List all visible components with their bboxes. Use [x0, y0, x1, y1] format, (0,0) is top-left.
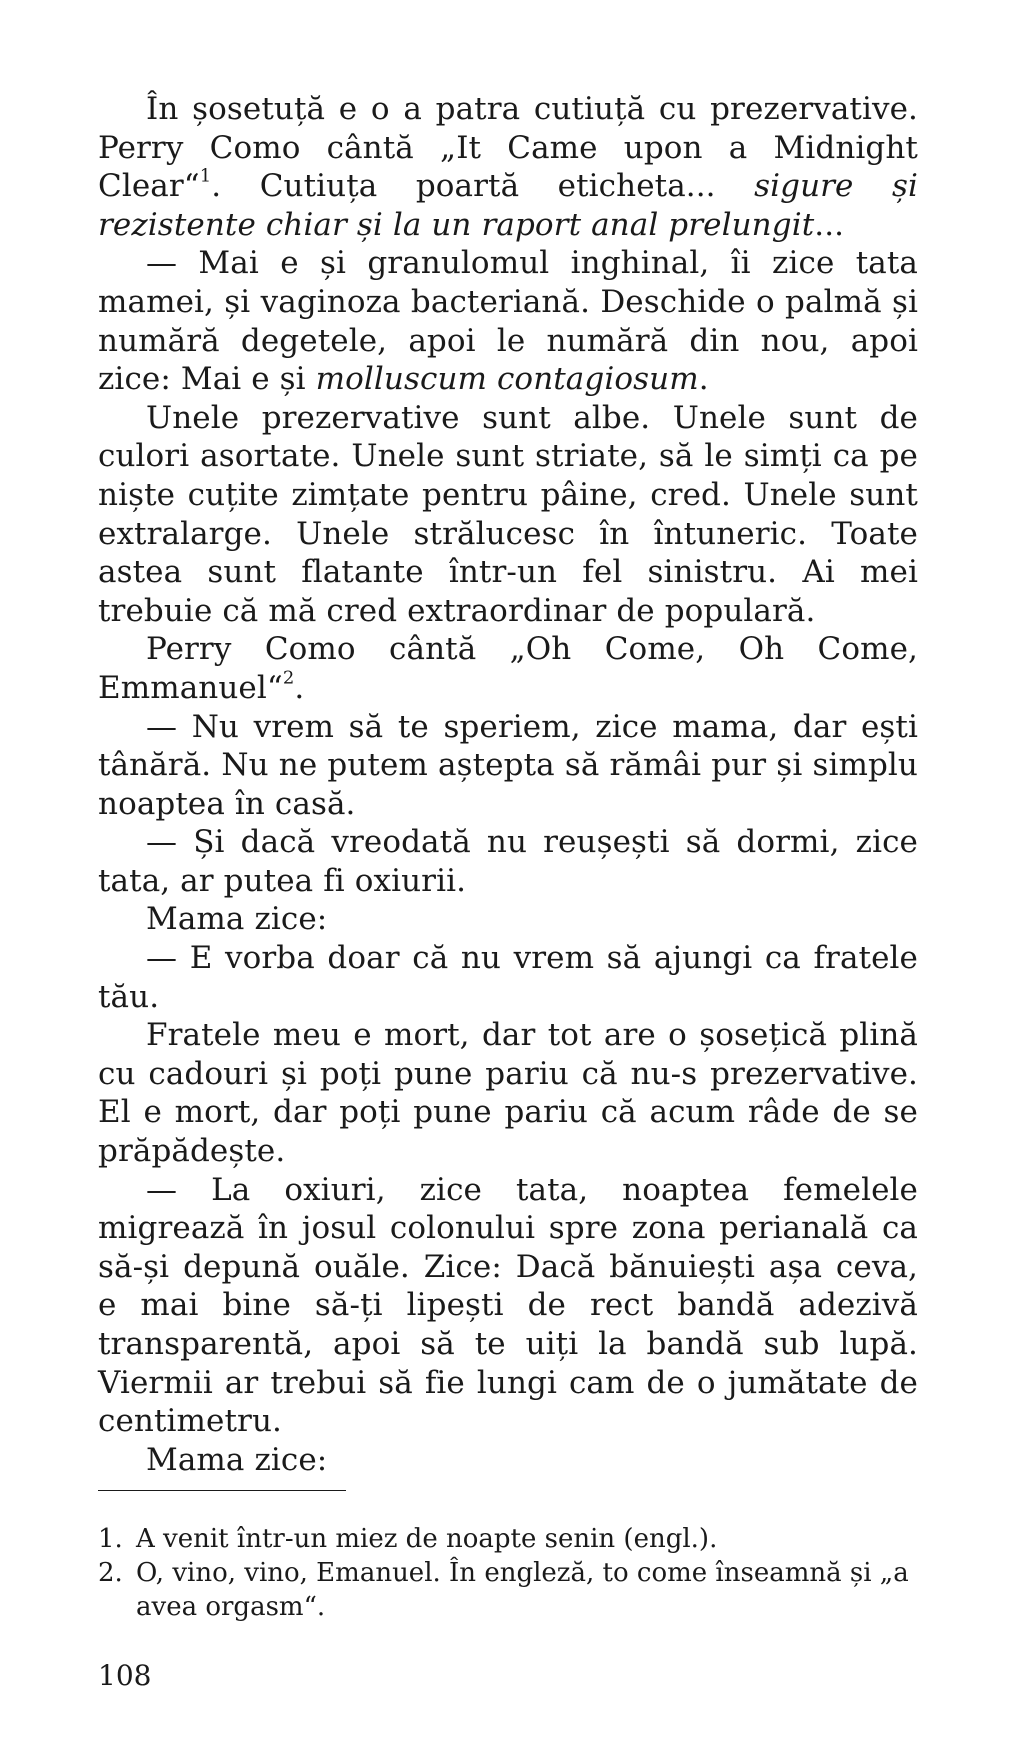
footnotes	[98, 1522, 918, 1624]
footnote-text: O, vino, vino, Emanuel. În engleză, to come înseamnă și „a avea orgasm“.	[136, 1558, 909, 1622]
text-run: ...	[814, 206, 845, 243]
footnote-reference: 2	[282, 667, 295, 689]
text-run: În șosetuță e o a patra cutiuță cu prezervative. Perry Como cântă „It Came upon a Midnight Clear“	[98, 91, 918, 205]
text-run: — Nu vrem să te speriem, zice mama, dar ești tânără. Nu ne putem aștepta să rămâi pur și simplu noaptea în casă.	[98, 708, 918, 822]
paragraph	[98, 90, 918, 244]
text-run: — Mai e și granulomul inghinal, îi zice tata mamei, și vaginoza bacteriană. Deschide o palmă și numără degetele, apoi le numără din nou, apoi zice: Mai e și	[98, 245, 918, 398]
page-number: 108	[98, 1659, 152, 1692]
footnote-number: 2.	[98, 1558, 123, 1588]
text-run: Unele prezervative sunt albe. Unele sunt de culori asortate. Unele sunt striate, să le simți ca pe niște cuțite zimțate pentru pâine, cred. Unele sunt extralarge. Unele strălucesc în întuneric. Toate astea sunt flatante într-un fel sinistru. Ai mei trebuie că mă cred extraordinar de populară.	[98, 399, 918, 629]
paragraph	[98, 708, 918, 824]
paragraph	[98, 630, 918, 707]
footnote-separator	[98, 1490, 346, 1491]
paragraph	[98, 399, 918, 631]
footnote-1	[98, 1522, 918, 1556]
body-text	[98, 90, 918, 1479]
paragraph	[98, 900, 918, 939]
footnote-text: A venit într-un miez de noapte senin (engl.).	[136, 1524, 718, 1554]
italic-text: sigure și rezistente chiar și la un raport anal prelungit	[98, 168, 918, 243]
footnote-number: 1.	[98, 1524, 123, 1554]
text-run: — Și dacă vreodată nu reușești să dormi, zice tata, ar putea fi oxiurii.	[98, 824, 918, 899]
paragraph	[98, 244, 918, 398]
paragraph	[98, 823, 918, 900]
text-run: — E vorba doar că nu vrem să ajungi ca fratele tău.	[98, 940, 918, 1015]
text-run: Fratele meu e mort, dar tot are o șosețică plină cu cadouri și poți pune pariu că nu-s prezervative. El e mort, dar poți pune pariu că acum râde de se prăpădește.	[98, 1017, 918, 1170]
text-run: — La oxiuri, zice tata, noaptea femelele migrează în josul colonului spre zona perianală ca să-și depună ouăle. Zice: Dacă bănuiești așa ceva, e mai bine să-ți lipești de rect bandă adezivă transparentă, apoi să te uiți la bandă sub lupă. Viermii ar trebui să fie lungi cam de o jumătate de centimetru.	[98, 1171, 918, 1440]
italic-text: molluscum contagiosum	[315, 361, 699, 398]
text-run: Perry Como cântă „Oh Come, Oh Come, Emmanuel“	[98, 631, 918, 706]
footnote-2	[98, 1556, 918, 1624]
paragraph	[98, 939, 918, 1016]
paragraph	[98, 1016, 918, 1170]
text-run: Mama zice:	[146, 901, 328, 938]
paragraph	[98, 1171, 918, 1441]
text-run: Mama zice:	[146, 1441, 328, 1478]
text-run: .	[698, 361, 709, 398]
text-run: . Cutiuța poartă eticheta...	[211, 168, 755, 205]
footnote-reference: 1	[199, 165, 212, 187]
page-body	[98, 90, 918, 1479]
text-run: .	[294, 669, 305, 706]
paragraph	[98, 1441, 918, 1480]
